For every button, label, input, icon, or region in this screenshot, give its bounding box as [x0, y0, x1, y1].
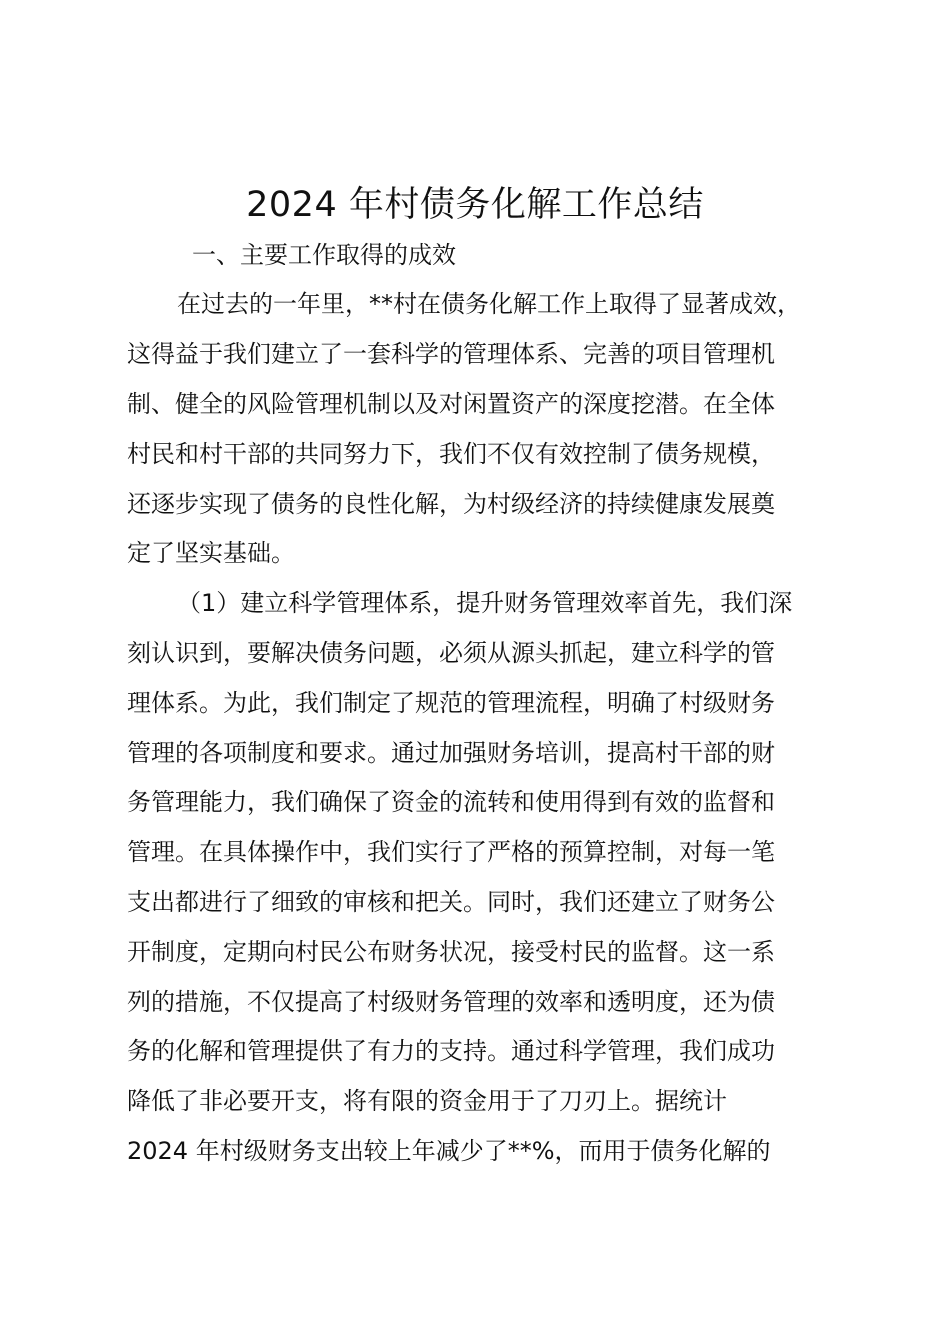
paragraph-line: 定了坚实基础。 [127, 539, 295, 567]
section-heading: 一、主要工作取得的成效 [192, 241, 456, 269]
paragraph-line: 列的措施，不仅提高了村级财务管理的效率和透明度，还为债 [127, 988, 775, 1016]
paragraph-line: 降低了非必要开支，将有限的资金用于了刀刃上。据统计 [127, 1087, 727, 1115]
paragraph-line: 理体系。为此，我们制定了规范的管理流程，明确了村级财务 [127, 689, 775, 717]
paragraph-line: 务管理能力，我们确保了资金的流转和使用得到有效的监督和 [127, 788, 775, 816]
paragraph-line: 管理的各项制度和要求。通过加强财务培训，提高村干部的财 [127, 739, 775, 767]
paragraph-line: （1）建立科学管理体系，提升财务管理效率首先，我们深 [177, 589, 793, 617]
paragraph-line: 支出都进行了细致的审核和把关。同时，我们还建立了财务公 [127, 888, 775, 916]
paragraph-line: 还逐步实现了债务的良性化解，为村级经济的持续健康发展奠 [127, 490, 775, 518]
paragraph-line: 管理。在具体操作中，我们实行了严格的预算控制，对每一笔 [127, 838, 775, 866]
paragraph-line: 刻认识到，要解决债务问题，必须从源头抓起，建立科学的管 [127, 639, 775, 667]
paragraph-line: 2024 年村级财务支出较上年减少了**%，而用于债务化解的 [127, 1137, 771, 1165]
paragraph-line: 村民和村干部的共同努力下，我们不仅有效控制了债务规模， [127, 440, 775, 468]
paragraph-line: 开制度，定期向村民公布财务状况，接受村民的监督。这一系 [127, 938, 775, 966]
document-title: 2024 年村债务化解工作总结 [246, 185, 704, 225]
paragraph-line: 这得益于我们建立了一套科学的管理体系、完善的项目管理机 [127, 340, 775, 368]
paragraph-line: 务的化解和管理提供了有力的支持。通过科学管理，我们成功 [127, 1037, 775, 1065]
paragraph-line: 在过去的一年里，**村在债务化解工作上取得了显著成效， [177, 290, 801, 318]
paragraph-line: 制、健全的风险管理机制以及对闲置资产的深度挖潜。在全体 [127, 390, 775, 418]
